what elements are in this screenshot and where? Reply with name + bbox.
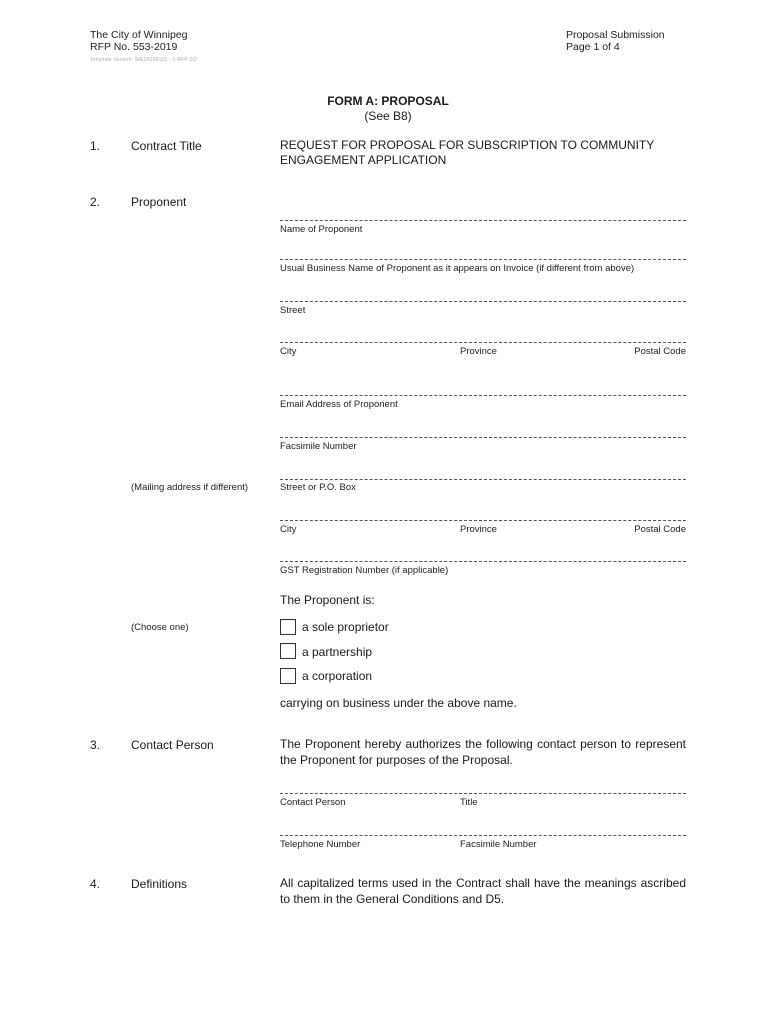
corporation-label: a corporation (302, 669, 373, 683)
template-version-note: Template Version: SrE20190115 - S RFP SO (90, 57, 198, 63)
mailing-city-province-postal-field[interactable] (280, 520, 686, 521)
section-4-number: 4. (90, 877, 101, 891)
contact-phone-fax-field[interactable] (280, 835, 686, 836)
gst-label: GST Registration Number (if applicable) (280, 565, 449, 576)
form-subtitle: (See B8) (364, 109, 412, 123)
header-doc-type: Proposal Submission (566, 29, 665, 41)
city-province-postal-field[interactable] (280, 342, 686, 343)
street-field[interactable] (280, 301, 686, 302)
proponent-name-label: Name of Proponent (280, 224, 363, 235)
mailing-city-label: City (280, 524, 297, 535)
section-2-title: Proponent (131, 195, 187, 209)
contact-facsimile-label: Facsimile Number (460, 839, 537, 850)
proponent-is-label: The Proponent is: (280, 593, 375, 607)
proponent-name-field[interactable] (280, 220, 686, 221)
business-name-field[interactable] (280, 259, 686, 260)
contact-person-title-field[interactable] (280, 793, 686, 794)
partnership-checkbox[interactable] (280, 643, 296, 659)
contract-title-line-2: ENGAGEMENT APPLICATION (280, 153, 447, 167)
telephone-number-label: Telephone Number (280, 839, 361, 850)
sole-proprietor-checkbox[interactable] (280, 619, 296, 635)
corporation-checkbox[interactable] (280, 668, 296, 684)
carrying-on-business-text: carrying on business under the above name. (280, 696, 517, 710)
business-name-label: Usual Business Name of Proponent as it appears on Invoice (if different from above) (280, 263, 635, 274)
header-rfp-number: RFP No. 553-2019 (90, 41, 178, 53)
section-4-title: Definitions (131, 877, 188, 891)
facsimile-label: Facsimile Number (280, 441, 357, 452)
mailing-street-field[interactable] (280, 479, 686, 480)
city-label: City (280, 346, 297, 357)
gst-field[interactable] (280, 561, 686, 562)
section-3-title: Contact Person (131, 738, 214, 752)
section-1-number: 1. (90, 139, 101, 153)
contact-person-label: Contact Person (280, 797, 346, 808)
facsimile-field[interactable] (280, 437, 686, 438)
email-label: Email Address of Proponent (280, 399, 398, 410)
mailing-address-note: (Mailing address if different) (131, 482, 249, 493)
contact-person-authorization-text: The Proponent hereby authorizes the following contact person to represent the Proponent for purposes of the Proposal. (280, 737, 686, 767)
sole-proprietor-label: a sole proprietor (302, 620, 389, 634)
partnership-label: a partnership (302, 645, 373, 659)
contract-title-line-1: REQUEST FOR PROPOSAL FOR SUBSCRIPTION TO COMMUNITY (280, 138, 655, 152)
header-city: The City of Winnipeg (90, 29, 188, 41)
postal-code-label: Postal Code (634, 346, 686, 357)
mailing-postal-code-label: Postal Code (634, 524, 686, 535)
mailing-street-label: Street or P.O. Box (280, 482, 356, 493)
header-page-number: Page 1 of 4 (566, 41, 620, 53)
contact-title-label: Title (460, 797, 478, 808)
section-3-number: 3. (90, 738, 101, 752)
definitions-text: All capitalized terms used in the Contract shall have the meanings ascribed to them in the General Conditions and D5. (280, 876, 686, 906)
form-title: FORM A: PROPOSAL (327, 94, 449, 108)
choose-one-note: (Choose one) (131, 622, 189, 633)
mailing-province-label: Province (460, 524, 497, 535)
email-field[interactable] (280, 395, 686, 396)
section-1-title: Contract Title (131, 139, 202, 153)
province-label: Province (460, 346, 497, 357)
section-2-number: 2. (90, 195, 101, 209)
street-label: Street (280, 305, 306, 316)
